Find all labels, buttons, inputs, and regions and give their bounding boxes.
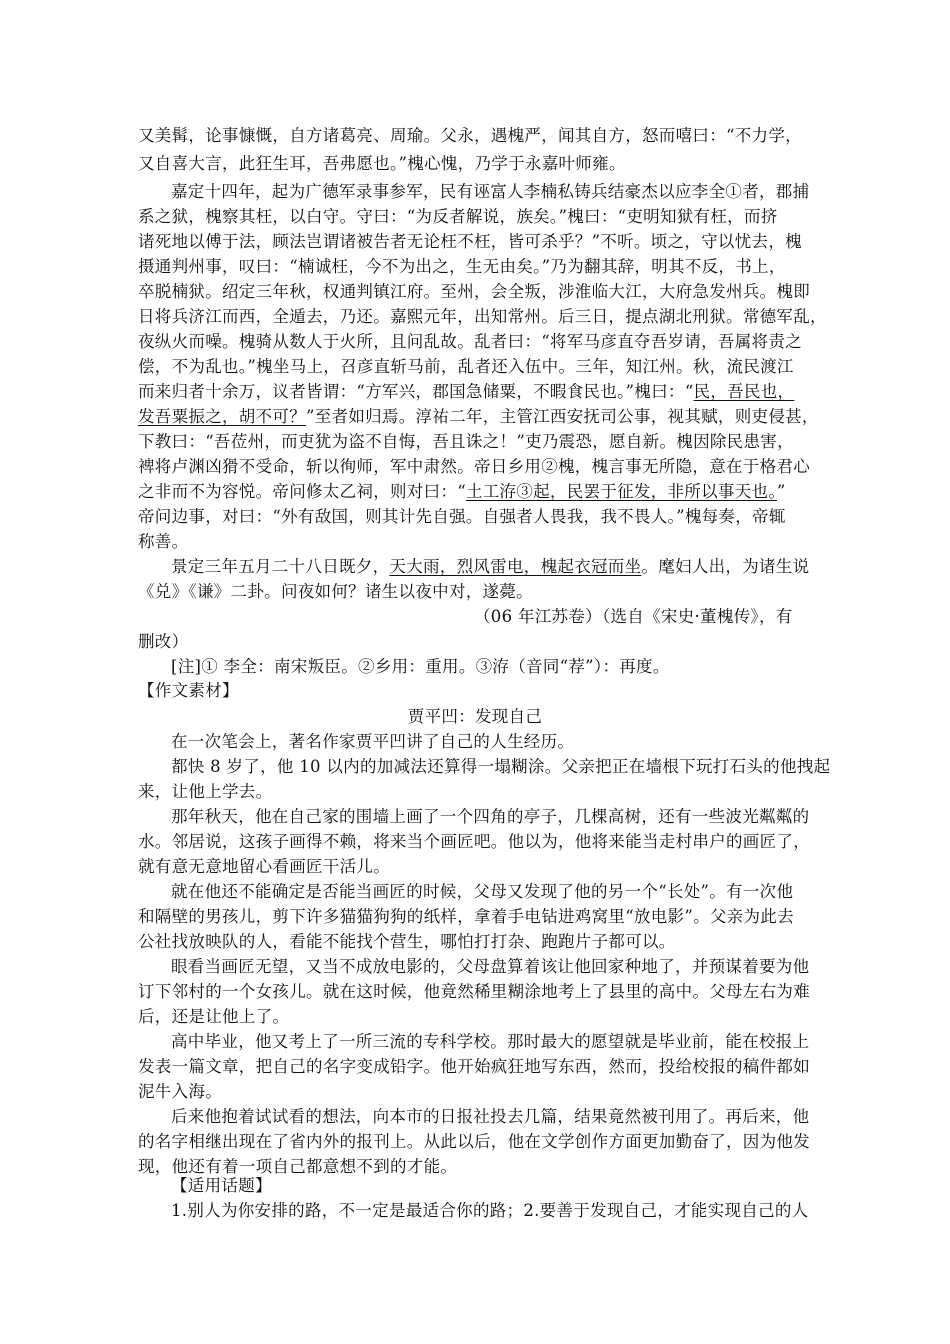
passage-line: 又自喜大言，此狂生耳，吾弗愿也。”槐心愧，乃学于永嘉叶师雍。 bbox=[138, 154, 626, 173]
section-heading: 【作文素材】 bbox=[138, 681, 239, 700]
source-citation: （06 年江苏卷）（选自《宋史·董槐传》，有 bbox=[474, 607, 793, 626]
source-citation: 删改） bbox=[138, 632, 189, 651]
passage-line: 称善。 bbox=[138, 532, 189, 551]
annotation-note: [注]① 李全：南宋叛臣。②乡用：重用。③洊（音同“荐”）：再度。 bbox=[171, 657, 670, 676]
essay-line: 和隔壁的男孩儿，剪下许多猫猫狗狗的纸样，拿着手电钻进鸡窝里“放电影”。父亲为此去 bbox=[138, 907, 794, 926]
passage-line: 诸死地以傅于法，顾法岂谓诸被告者无论枉不枉，皆可杀乎？”不听。顷之，守以忧去，槐 bbox=[138, 232, 802, 251]
passage-line: 嘉定十四年，起为广德军录事参军，民有诬富人李楠私铸兵结豪杰以应李全①者，郡捕 bbox=[171, 182, 810, 201]
essay-line: 就在他还不能确定是否能当画匠的时候，父母又发现了他的另一个“长处”。有一次他 bbox=[171, 882, 794, 901]
essay-line: 眼看当画匠无望，又当不成放电影的，父母盘算着该让他回家种地了，并预谋着要为他 bbox=[171, 957, 810, 976]
underlined-sentence: 天大雨，烈风雷电，槐起衣冠而坐 bbox=[389, 557, 642, 576]
essay-line: 就有意无意地留心看画匠干活儿。 bbox=[138, 857, 390, 876]
essay-line: 的名字相继出现在了省内外的报刊上。从此以后，他在文学创作方面更加勤奋了，因为他发 bbox=[138, 1132, 810, 1151]
passage-line-text: ”至者如归焉。淳祐二年，主管江西安抚司公事，视其赋，则吏侵甚， bbox=[306, 407, 819, 426]
essay-line: 发表一篇文章，把自己的名字变成铅字。他开始疯狂地写东西，然而，投给校报的稿件都如 bbox=[138, 1057, 810, 1076]
passage-line: 又美髯，论事慷慨，自方诸葛亮、周瑜。父永，遇槐严，闻其自方，怒而嘻曰：“不力学， bbox=[138, 126, 802, 145]
passage-line bbox=[138, 381, 794, 403]
essay-line: 在一次笔会上，著名作家贾平凹讲了自己的人生经历。 bbox=[171, 732, 575, 751]
passage-line: 偿，不为乱也。”槐坐马上，召彦直斩马前，乱者还入伍中。三年，知江州。秋，流民渡江 bbox=[138, 357, 794, 376]
passage-line: 裨将卢渊凶猾不受命，斩以徇师，军中肃然。帝日乡用②槐，槐言事无所隐，意在于格君心 bbox=[138, 457, 810, 476]
essay-line: 高中毕业，他又考上了一所三流的专科学校。那时最大的愿望就是毕业前，能在校报上 bbox=[171, 1032, 810, 1051]
passage-line bbox=[138, 406, 819, 428]
passage-line: 系之狱，槐察其枉，以白守。守曰：“为反者解说，族矣。”槐曰：“吏明知狱有枉，而挤 bbox=[138, 207, 778, 226]
essay-line: 公社找放映队的人，看能不能找个营生，哪怕打打杂、跑跑片子都可以。 bbox=[138, 932, 676, 951]
passage-line-text: 之非而不为容悦。帝问修太乙祠，则对曰：“ bbox=[138, 482, 466, 501]
passage-line bbox=[138, 481, 786, 503]
essay-line: 那年秋天，他在自己家的围墙上画了一个四角的亭子，几棵高树，还有一些波光粼粼的 bbox=[171, 807, 810, 826]
passage-line bbox=[171, 556, 809, 578]
passage-line-text: 景定三年五月二十八日既夕， bbox=[171, 557, 390, 576]
essay-line: 后来他抱着试试看的想法，向本市的日报社投去几篇，结果竟然被刊用了。再后来，他 bbox=[171, 1107, 810, 1126]
essay-line: 都快 8 岁了，他 10 以内的加减法还算得一塌糊涂。父亲把正在墙根下玩打石头的他拽起 bbox=[171, 757, 831, 776]
passage-line-text: ” bbox=[776, 482, 786, 501]
passage-line: 夜纵火而噪。槐骑从数人于火所，且问乱故。乱者曰：“将军马彦直夺吾岁请，吾属将责之 bbox=[138, 332, 802, 351]
section-heading: 【适用话题】 bbox=[171, 1176, 272, 1195]
essay-line: 后，还是让他上了。 bbox=[138, 1007, 290, 1026]
essay-line: 订下邻村的一个女孩儿。就在这时候，他竟然稀里糊涂地考上了县里的高中。父母左右为难 bbox=[138, 982, 810, 1001]
passage-line: 日将兵济江而西，全遁去，乃还。嘉熙元年，出知常州。后三日，提点湖北刑狱。常德军乱， bbox=[138, 307, 827, 326]
underlined-sentence: 发吾粟振之，胡不可？ bbox=[138, 407, 306, 426]
essay-line: 泥牛入海。 bbox=[138, 1082, 222, 1101]
passage-line-text: 。麾妇人出，为诸生说 bbox=[641, 557, 810, 576]
passage-line: 《兑》《谦》二卦。问夜如何？诸生以夜中对，遂薨。 bbox=[138, 582, 533, 601]
underlined-sentence: 土工洊③起，民罢于征发，非所以事天也。 bbox=[465, 482, 777, 501]
passage-line: 下教曰：“吾莅州，而吏犹为盗不自悔，吾且诛之！”吏乃震恐，愿自新。槐因除民患害， bbox=[138, 432, 794, 451]
topics-line: 1.别人为你安排的路，不一定是最适合你的路；2.要善于发现自己，才能实现自己的人 bbox=[171, 1201, 809, 1220]
essay-line: 水。邻居说，这孩子画得不赖，将来当个画匠吧。他以为，他将来能当走村串户的画匠了， bbox=[138, 832, 810, 851]
essay-line: 来，让他上学去。 bbox=[138, 782, 273, 801]
passage-line: 摄通判州事，叹曰：“楠诚枉，今不为出之，生无由矣。”乃为翻其辞，明其不反，书上， bbox=[138, 257, 786, 276]
underlined-sentence: 民，吾民也， bbox=[693, 382, 795, 401]
essay-line: 现，他还有着一项自己都意想不到的才能。 bbox=[138, 1157, 458, 1176]
passage-line: 帝问边事，对曰：“外有敌国，则其计先自强。自强者人畏我，我不畏人。”槐每奏，帝辄 bbox=[138, 507, 786, 526]
passage-line: 卒脱楠狱。绍定三年秋，权通判镇江府。至州，会全叛，涉淮临大江，大府急发州兵。槐即 bbox=[138, 282, 810, 301]
passage-line-text: 而来归者十余万，议者皆谓：“方军兴，郡国急储粟，不暇食民也。”槐曰：“ bbox=[138, 382, 694, 401]
essay-title: 贾平凹：发现自己 bbox=[407, 707, 543, 726]
